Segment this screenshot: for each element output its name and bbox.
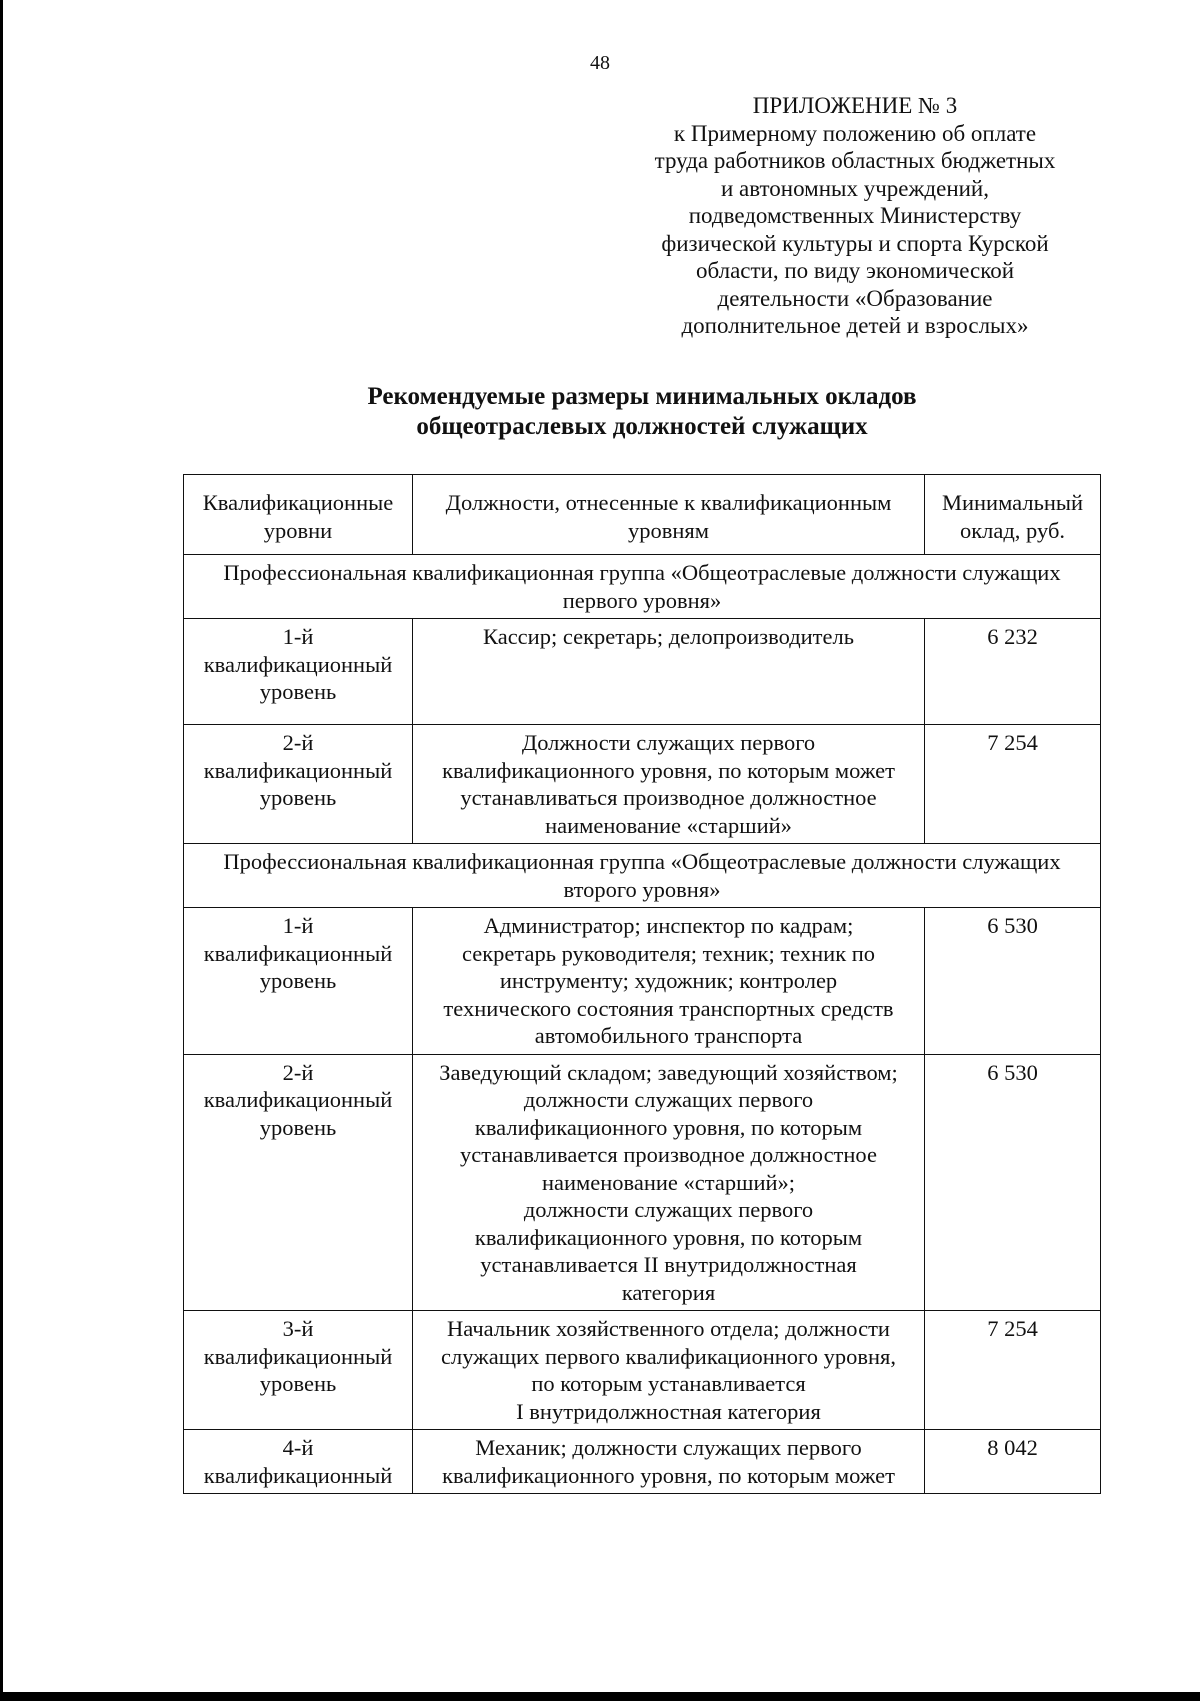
level-line: уровень: [259, 679, 337, 704]
group-row: [184, 844, 1101, 908]
level-line: квалификационный: [203, 757, 393, 783]
level-cell: [184, 908, 413, 1055]
group-title: [184, 844, 1101, 908]
positions-line: Кассир; секретарь; делопроизводитель: [483, 624, 854, 649]
positions-line: секретарь руководителя; техник; техник по: [461, 940, 876, 966]
positions-line: наименование «старший»: [545, 812, 792, 838]
appendix-header: [620, 92, 1090, 340]
level-line: 3-й: [282, 1316, 314, 1341]
group-title-line: Профессиональная квалификационная группа «Общеотраслевые должности служащих: [223, 560, 1061, 585]
positions-line: технического состояния транспортных средств: [443, 995, 894, 1021]
title-line: Рекомендуемые размеры минимальных окладов: [367, 383, 917, 410]
header-positions: [413, 475, 925, 555]
header-text: Квалификационные: [202, 490, 394, 515]
salary-cell: 7 254: [925, 1311, 1101, 1430]
appendix-line: ПРИЛОЖЕНИЕ № 3: [752, 93, 958, 118]
positions-line: квалификационного уровня, по которым: [474, 1224, 863, 1250]
level-line: уровень: [259, 1371, 337, 1396]
level-line: 2-й: [282, 1059, 314, 1085]
salary-cell: 6 530: [925, 908, 1101, 1055]
positions-cell: [413, 908, 925, 1055]
group-title: [184, 555, 1101, 619]
group-row: [184, 555, 1101, 619]
level-cell: [184, 1430, 413, 1494]
positions-line: Механик; должности служащих первого: [475, 1435, 862, 1460]
level-line: уровень: [259, 785, 337, 810]
positions-line: квалификационного уровня, по которым может: [442, 757, 895, 783]
appendix-line: подведомственных Министерству: [688, 203, 1022, 228]
table-row: [184, 1430, 1101, 1494]
positions-cell: [413, 1311, 925, 1430]
level-cell: [184, 619, 413, 725]
level-line: уровень: [259, 1114, 337, 1140]
header-text: уровни: [263, 517, 333, 543]
positions-cell: [413, 1054, 925, 1311]
salary-table: [183, 474, 1101, 1494]
appendix-line: дополнительное детей и взрослых»: [681, 313, 1029, 338]
positions-line: устанавливаться производное должностное: [460, 785, 877, 810]
level-line: 2-й: [282, 730, 314, 755]
positions-line: устанавливается производное должностное: [460, 1142, 877, 1167]
scan-edge-left: [0, 0, 3, 1701]
positions-line: Администратор; инспектор по кадрам;: [483, 913, 854, 938]
appendix-line: физической культуры и спорта Курской: [661, 230, 1049, 256]
level-line: квалификационный: [203, 1462, 393, 1488]
salary-cell: 6 232: [925, 619, 1101, 725]
level-line: квалификационный: [203, 940, 393, 966]
scan-edge-bottom: [0, 1692, 1200, 1701]
group-title-line: второго уровня»: [563, 876, 721, 902]
table-row: [184, 619, 1101, 725]
level-line: квалификационный: [203, 1343, 393, 1369]
header-text: Минимальный: [941, 490, 1084, 515]
positions-line: должности служащих первого: [523, 1197, 814, 1222]
positions-line: категория: [621, 1279, 716, 1305]
level-line: уровень: [259, 968, 337, 993]
title-line: общеотраслевых должностей служащих: [416, 413, 868, 440]
level-cell: [184, 725, 413, 844]
positions-line: I внутридолжностная категория: [516, 1398, 821, 1424]
positions-cell: [413, 725, 925, 844]
header-text: Должности, отнесенные к квалификационным: [445, 490, 892, 515]
level-line: 1-й: [282, 624, 314, 649]
positions-line: Должности служащих первого: [521, 730, 816, 755]
appendix-line: и автономных учреждений,: [721, 175, 989, 201]
appendix-line: деятельности «Образование: [717, 285, 993, 311]
table-row: [184, 1054, 1101, 1311]
positions-line: инструменту; художник; контролер: [499, 968, 838, 993]
positions-line: Начальник хозяйственного отдела; должности: [447, 1316, 890, 1341]
page-number: 48: [590, 52, 610, 74]
level-line: 4-й: [282, 1435, 314, 1460]
header-text: оклад, руб.: [959, 517, 1066, 543]
level-line: квалификационный: [203, 651, 393, 677]
positions-line: должности служащих первого: [523, 1087, 814, 1112]
level-line: 1-й: [282, 913, 314, 938]
positions-line: квалификационного уровня, по которым может: [442, 1462, 895, 1488]
level-cell: [184, 1054, 413, 1311]
group-title-line: первого уровня»: [562, 587, 722, 613]
header-min-salary: [925, 475, 1101, 555]
positions-line: устанавливается II внутридолжностная: [480, 1252, 857, 1277]
header-text: уровням: [627, 517, 709, 543]
positions-line: автомобильного транспорта: [534, 1023, 803, 1048]
header-qualification-levels: [184, 475, 413, 555]
table-row: [184, 725, 1101, 844]
positions-line: по которым устанавливается: [531, 1371, 806, 1396]
salary-cell: 7 254: [925, 725, 1101, 844]
positions-line: Заведующий складом; заведующий хозяйством;: [439, 1059, 898, 1085]
salary-cell: 8 042: [925, 1430, 1101, 1494]
appendix-line: области, по виду экономической: [695, 258, 1015, 283]
table-row: [184, 908, 1101, 1055]
level-cell: [184, 1311, 413, 1430]
document-title: [0, 382, 1200, 442]
table-header-row: [184, 475, 1101, 555]
positions-line: квалификационного уровня, по которым: [474, 1114, 863, 1140]
table-row: [184, 1311, 1101, 1430]
appendix-line: к Примерному положению об оплате: [673, 120, 1037, 146]
group-title-line: Профессиональная квалификационная группа «Общеотраслевые должности служащих: [223, 849, 1061, 874]
positions-cell: [413, 619, 925, 725]
positions-line: наименование «старший»;: [541, 1169, 796, 1195]
level-line: квалификационный: [203, 1087, 393, 1112]
appendix-line: труда работников областных бюджетных: [654, 148, 1056, 173]
salary-cell: 6 530: [925, 1054, 1101, 1311]
positions-line: служащих первого квалификационного уровня,: [441, 1343, 896, 1369]
positions-cell: [413, 1430, 925, 1494]
